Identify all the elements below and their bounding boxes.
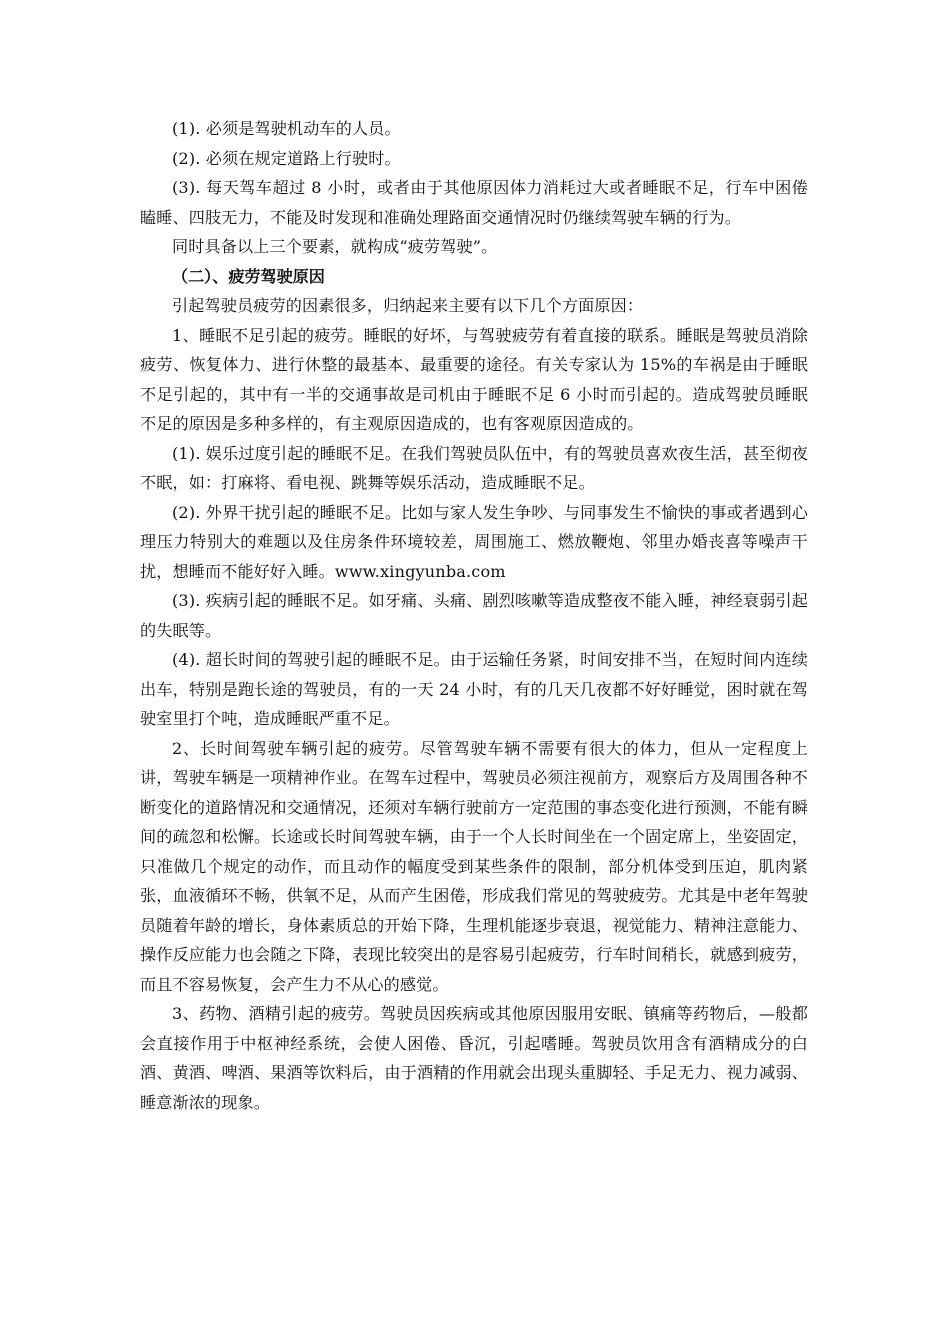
paragraph-cause-long-driving: 2、长时间驾驶车辆引起的疲劳。尽管驾驶车辆不需要有很大的体力，但从一定程度上讲，驾驶车辆是一项精神作业。在驾车过程中，驾驶员必须注视前方，观察后方及周围各种不断变化的道路情况和交通情况，还须对车辆行驶前方一定范围的事态变化进行预测，不能有瞬间的疏忽和松懈。长途或长时间驾驶车辆，由于一个人长时间坐在一个固定席上，坐姿固定，只准做几个规定的动作，而且动作的幅度受到某些条件的限制，部分机体受到压迫，肌肉紧张，血液循环不畅，供氧不足，从而产生困倦，形成我们常见的驾驶疲劳。尤其是中老年驾驶员随着年龄的增长，身体素质总的开始下降，生理机能逐步衰退，视觉能力、精神注意能力、操作反应能力也会随之下降，表现比较突出的是容易引起疲劳，行车时间稍长，就感到疲劳，而且不容易恢复，会产生力不从心的感觉。: [140, 738, 808, 994]
paragraph-cause-sleep: 1、睡眠不足引起的疲劳。睡眠的好坏，与驾驶疲劳有着直接的联系。睡眠是驾驶员消除疲劳、恢复体力、进行休整的最基本、最重要的途径。有关专家认为 15%的车祸是由于睡眠不足引起的，其中有一半的交通事故是司机由于睡眠不足 6 小时而引起的。造成驾驶员睡眠不足的原因是多种多样的，有主观原因造成的，也有客观原因造成的。: [140, 325, 808, 433]
paragraph-requirement-3: (3). 每天驾车超过 8 小时，或者由于其他原因体力消耗过大或者睡眠不足，行车中困倦瞌睡、四肢无力，不能及时发现和准确处理路面交通情况时仍继续驾驶车辆的行为。: [140, 178, 808, 227]
section-heading: （二）、疲劳驾驶原因: [172, 266, 325, 286]
paragraph-sleep-illness: (3). 疾病引起的睡眠不足。如牙痛、头痛、剧烈咳嗽等造成整夜不能入睡，神经衰弱引起的失眠等。: [140, 591, 808, 640]
paragraph-sleep-long-driving: (4). 超长时间的驾驶引起的睡眠不足。由于运输任务紧，时间安排不当，在短时间内连续出车，特别是跑长途的驾驶员，有的一天 24 小时，有的几天几夜都不好好睡觉，困时就在驾驶室里打个吨，造成睡眠严重不足。: [140, 650, 808, 728]
paragraph-cause-drugs-alcohol: 3、药物、酒精引起的疲劳。驾驶员因疾病或其他原因服用安眠、镇痛等药物后，—般都会直接作用于中枢神经系统，会使人困倦、昏沉，引起嗜睡。驾驶员饮用含有酒精成分的白酒、黄酒、啤酒、果酒等饮料后，由于酒精的作用就会出现头重脚轻、手足无力、视力减弱、睡意渐浓的现象。: [140, 1004, 808, 1112]
paragraph-intro: 引起驾驶员疲劳的因素很多，归纳起来主要有以下几个方面原因：: [172, 296, 644, 315]
paragraph-sleep-interference: (2). 外界干扰引起的睡眠不足。比如与家人发生争吵、与同事发生不愉快的事或者遇到心理压力特别大的难题以及住房条件环境较差，周围施工、燃放鞭炮、邻里办婚丧喜等噪声干扰，想睡而不能好好入睡。www.xingyunba.com: [140, 502, 808, 581]
paragraph-requirement-2: (2). 必须在规定道路上行驶时。: [172, 148, 401, 168]
paragraph-sleep-entertainment: (1). 娱乐过度引起的睡眠不足。在我们驾驶员队伍中，有的驾驶员喜欢夜生活，甚至彻夜不眠，如：打麻将、看电视、跳舞等娱乐活动，造成睡眠不足。: [140, 443, 808, 492]
document-body: [140, 114, 808, 1117]
paragraph-summary: 同时具备以上三个要素，就构成“疲劳驾驶”。: [172, 237, 498, 256]
paragraph-requirement-1: (1). 必须是驾驶机动车的人员。: [172, 119, 401, 138]
